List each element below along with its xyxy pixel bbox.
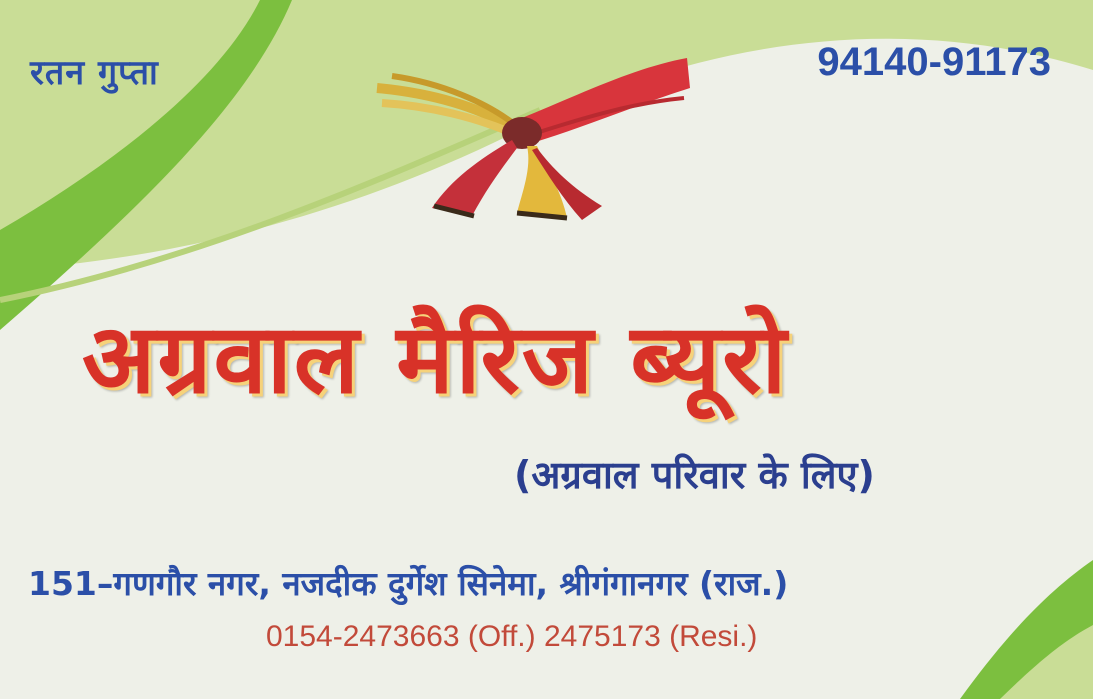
tagline: (अग्रवाल परिवार के लिए) [514, 453, 875, 497]
person-name: रतन गुप्ता [30, 53, 159, 93]
wedding-knot-icon [372, 48, 692, 223]
phone-numbers: 0154-2473663 (Off.) 2475173 (Resi.) [266, 620, 758, 653]
address: 151–गणगौर नगर, नजदीक दुर्गेश सिनेमा, श्रीगंगानगर (राज.) [28, 564, 789, 603]
business-name: अग्रवाल मैरिज ब्यूरो [82, 303, 789, 415]
mobile-number: 94140-91173 [817, 40, 1051, 84]
